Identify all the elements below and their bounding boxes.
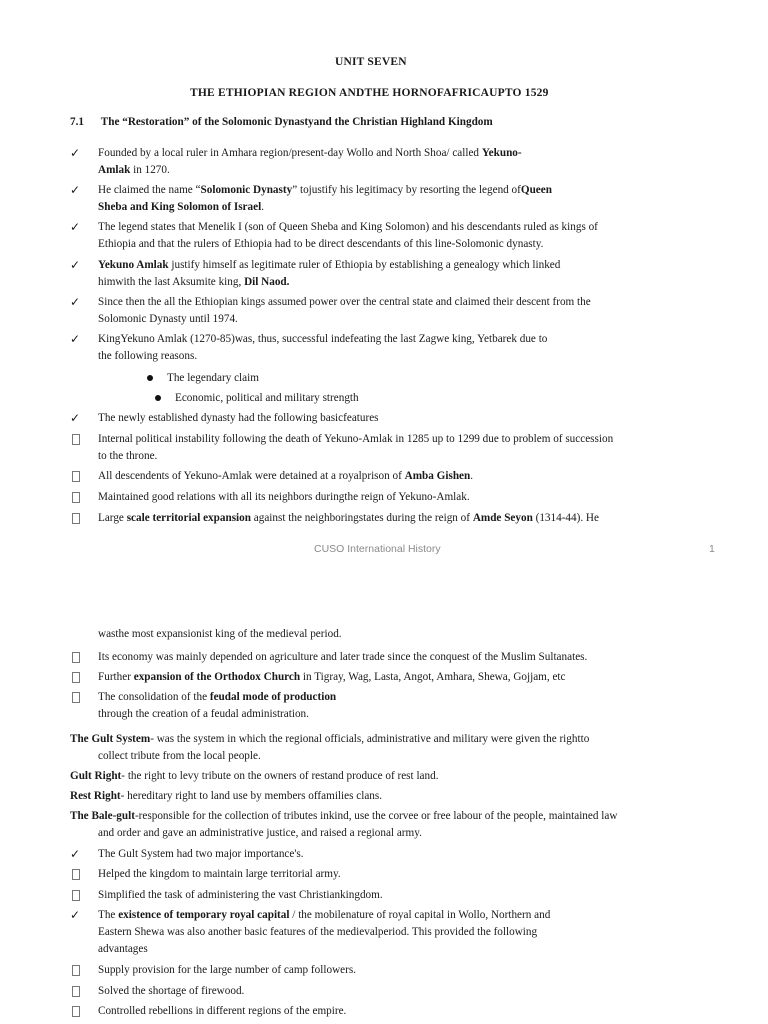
list-item-text [98,219,698,253]
text-run: in 1270. [130,164,170,176]
text-run: expansion of the Orthodox Church [133,671,301,683]
text-run: ” tojustify his legitimacy by resorting the legend of [292,184,521,196]
text-run: Yekuno Amlak [98,259,169,271]
box-bullet-icon [70,669,90,688]
text-run: scale territorial expansion [126,512,251,524]
text-run: Helped the kingdom to maintain large territorial army. [98,868,341,880]
list-item-text [98,489,698,506]
checkmark-icon: ✓ [70,295,81,309]
text-run: against the neighboringstates during the reign of [250,512,473,524]
unit-title: UNIT SEVEN [335,56,407,68]
text-run: Simplified the task of administering the vast Christiankingdom. [98,889,383,901]
list-item-text [98,510,698,527]
reason-item [147,370,259,387]
text-run: justify himself as legitimate ruler of Ethiopia by establishing a genealogy which linked [168,259,561,271]
checkmark-icon: ✓ [70,908,81,922]
definition [70,768,710,785]
text-run: Gult Right [70,770,122,782]
text-run: Rest Right [70,790,121,802]
list-item-text [98,649,698,666]
text-run: Internal political instability following the death of Yekuno-Amlak in 1285 up to 1299 due to problem of succession [98,433,614,445]
text-run: Queen [520,184,552,196]
text-run: feudal mode of production [209,691,337,703]
section-heading [70,116,493,128]
box-bullet-icon [70,983,90,1002]
definition [70,788,710,805]
text-run: The Bale-gult [70,810,135,822]
page2-lead: wasthe most expansionist king of the medieval period. [98,628,342,640]
main-title: THE ETHIOPIAN REGION ANDTHE HORNOFAFRICAUPTO 1529 [190,87,549,99]
list-item-text [98,468,698,485]
text-run: Amba Gishen [404,470,471,482]
list-item-text [98,257,698,291]
box-bullet-icon [70,962,90,981]
text-run: Amde Seyon [472,512,533,524]
text-run: Solomonic Dynasty [200,184,293,196]
text-run: Maintained good relations with all its neighbors duringthe reign of Yekuno-Amlak. [98,491,470,503]
list-item-text [98,689,698,723]
box-bullet-icon [70,649,90,668]
text-run: Large [98,512,127,524]
text-run: / the mobilenature of royal capital in Wollo, Northern and [289,909,551,921]
reason-text: The legendary claim [167,372,259,384]
list-item-text [98,182,698,216]
text-run: -responsible for the collection of tributes inkind, use the corvee or free labour of the people, maintained law [134,810,618,822]
text-run: Yekuno- [481,147,522,159]
list-item-text [98,846,698,863]
box-bullet-icon [70,489,90,508]
text-run: Since then the all the Ethiopian kings assumed power over the central state and claimed their descent from the [98,296,591,308]
text-run: The Gult System [70,733,151,745]
list-item-text [98,887,698,904]
list-item-text [98,983,698,1000]
list-item-text [98,866,698,883]
section-title: The “Restoration” of the Solomonic Dynastyand the Christian Highland Kingdom [100,116,493,128]
list-item-text [98,962,698,979]
text-run: existence of temporary royal capital [118,909,290,921]
box-bullet-icon [70,431,90,450]
list-item-text [98,669,698,686]
text-run: (1314-44). He [532,512,599,524]
text-run: through the creation of a feudal administration. [98,708,309,720]
text-run: Further [98,671,134,683]
reason-text: Economic, political and military strength [175,392,359,404]
text-run: KingYekuno Amlak (1270-85)was, thus, successful indefeating the last Zagwe king, Yetbarek due to [98,333,548,345]
section-number: 7.1 [70,116,84,128]
box-bullet-icon [70,510,90,529]
text-run: and order and gave an administrative justice, and raised a regional army. [98,827,422,839]
checkmark-icon: ✓ [70,411,81,425]
checkmark-icon: ✓ [70,220,81,234]
text-run: The legend states that Menelik I (son of Queen Sheba and King Solomon) and his descendants ruled as kings of [98,221,598,233]
text-run: the following reasons. [98,350,198,362]
footer-title: CUSO International History [314,543,441,555]
text-run: . [470,470,474,482]
text-run: to the throne. [98,450,158,462]
bullet-dot-icon [155,395,161,401]
box-bullet-icon [70,468,90,487]
text-run: The [98,909,119,921]
list-item-text [98,431,698,465]
checkmark-icon: ✓ [70,332,81,346]
text-run: Eastern Shewa was also another basic features of the medievalperiod. This provided the following [98,926,538,938]
list-item-text [98,331,698,365]
box-bullet-icon [70,689,90,708]
text-run: advantages [98,943,148,955]
text-run: collect tribute from the local people. [98,750,261,762]
text-run: The Gult System had two major importance's. [98,848,304,860]
checkmark-icon: ✓ [70,146,81,160]
list-item-text [98,410,698,427]
text-run: The newly established dynasty had the following basicfeatures [98,412,379,424]
text-run: - hereditary right to land use by members offamilies clans. [120,790,383,802]
text-run: The consolidation of the [98,691,210,703]
text-run: Supply provision for the large number of camp followers. [98,964,356,976]
text-run: in Tigray, Wag, Lasta, Angot, Amhara, Shewa, Gojjam, etc [300,671,566,683]
definition [70,808,710,842]
text-run: Controlled rebellions in different regions of the empire. [98,1005,347,1017]
text-run: Amlak [98,164,131,176]
page-number: 1 [709,543,715,555]
text-run: Ethiopia and that the rulers of Ethiopia had to be direct descendants of this line-Solomonic dynasty. [98,238,544,250]
list-item-text [98,1003,698,1020]
text-run: He claimed the name “ [98,184,201,196]
text-run: Solved the shortage of firewood. [98,985,245,997]
text-run: Solomonic Dynasty until 1974. [98,313,238,325]
definition [70,731,710,765]
text-run: Dil Naod. [244,276,290,288]
bullet-dot-icon [147,375,153,381]
checkmark-icon: ✓ [70,847,81,861]
box-bullet-icon [70,866,90,885]
box-bullet-icon [70,1003,90,1022]
text-run: Sheba and King Solomon of Israel [98,201,262,213]
text-run: Its economy was mainly depended on agriculture and later trade since the conquest of the Muslim Sultanates. [98,651,588,663]
list-item-text [98,907,698,958]
list-item-text [98,294,698,328]
list-item-text [98,145,698,179]
text-run: himwith the last Aksumite king, [98,276,245,288]
text-run: All descendents of Yekuno-Amlak were detained at a royalprison of [98,470,405,482]
checkmark-icon: ✓ [70,183,81,197]
text-run: Founded by a local ruler in Amhara region/present-day Wollo and North Shoa/ called [98,147,482,159]
checkmark-icon: ✓ [70,258,81,272]
text-run: . [261,201,264,213]
box-bullet-icon [70,887,90,906]
text-run: - was the system in which the regional officials, administrative and military were given the rightto [150,733,590,745]
text-run: - the right to levy tribute on the owners of restand produce of rest land. [121,770,439,782]
reason-item [155,390,359,407]
